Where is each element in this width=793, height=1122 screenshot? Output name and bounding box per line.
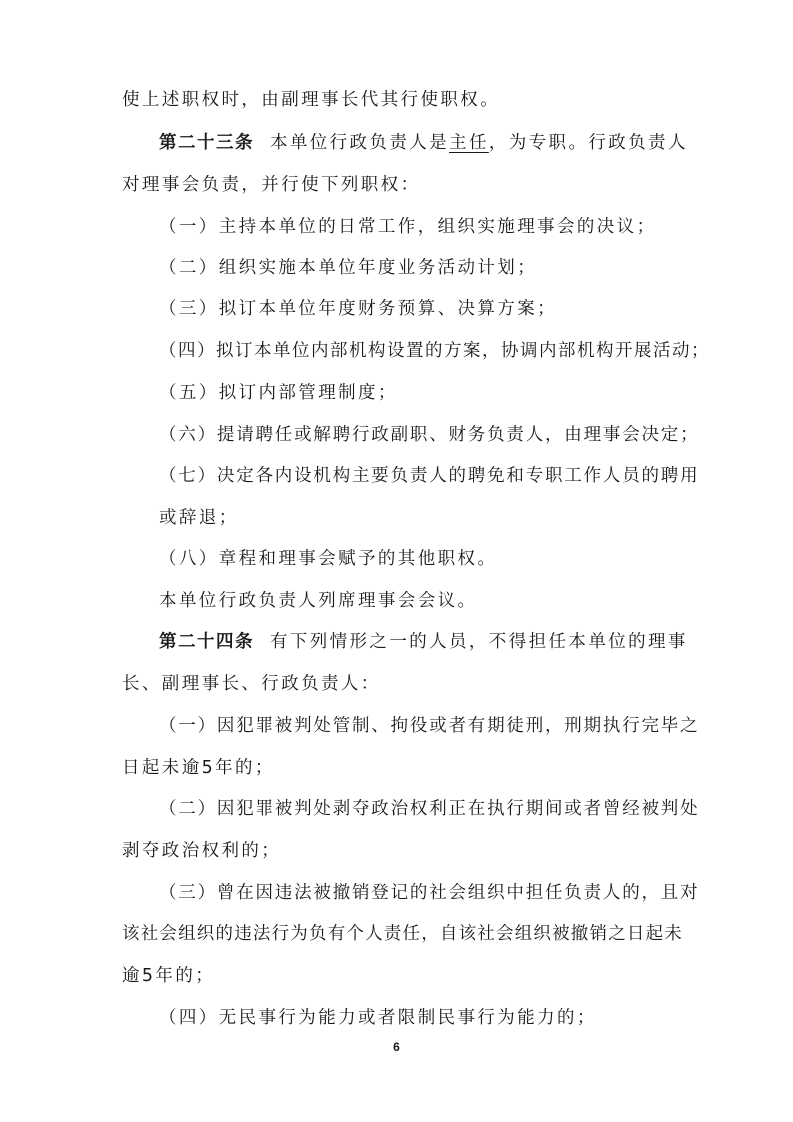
list-item: （三）拟订本单位年度财务预算、决算方案； bbox=[159, 299, 557, 319]
list-item: （四）无民事行为能力或者限制民事行为能力的； bbox=[159, 1008, 597, 1028]
article-23-line bbox=[159, 131, 688, 155]
list-item: （三）曾在因违法被撤销登记的社会组织中担任负责人的，且对 bbox=[159, 883, 700, 903]
list-item: （二）因犯罪被判处剥夺政治权利正在执行期间或者曾经被判处 bbox=[159, 799, 700, 819]
list-item: （二）组织实施本单位年度业务活动计划； bbox=[159, 258, 538, 278]
text-segment: 本单位行政负责人是 bbox=[269, 133, 450, 153]
article-23-heading: 第二十三条 bbox=[159, 133, 254, 153]
text-line: 长、副理事长、行政负责人： bbox=[122, 674, 381, 694]
text-line: 对理事会负责，并行使下列职权： bbox=[122, 175, 421, 195]
list-item: （一）因犯罪被判处管制、拘役或者有期徒刑，刑期执行完毕之 bbox=[159, 716, 700, 736]
list-item: （一）主持本单位的日常工作，组织实施理事会的决议； bbox=[159, 217, 657, 237]
text-line: 本单位行政负责人列席理事会会议。 bbox=[159, 591, 478, 611]
text-line: 该社会组织的违法行为负有个人责任，自该社会组织被撤销之日起未 bbox=[122, 924, 683, 944]
list-item: （五）拟订内部管理制度； bbox=[159, 383, 398, 403]
list-item: （八）章程和理事会赋予的其他职权。 bbox=[159, 549, 498, 569]
list-item-continuation: 或辞退； bbox=[159, 508, 239, 528]
text-line: 日起未逾5年的； bbox=[122, 758, 275, 778]
list-item: （六）提请聘任或解聘行政副职、财务负责人，由理事会决定； bbox=[159, 425, 700, 445]
text-line: 使上述职权时，由副理事长代其行使职权。 bbox=[122, 90, 501, 110]
underlined-title: 主任 bbox=[449, 133, 489, 153]
text-segment: 有下列情形之一的人员，不得担任本单位的理事 bbox=[269, 632, 688, 652]
list-item: （七）决定各内设机构主要负责人的聘免和专职工作人员的聘用 bbox=[159, 466, 700, 486]
text-segment: ，为专职。行政负责人 bbox=[488, 133, 688, 153]
article-24-line bbox=[159, 630, 688, 654]
list-item: （四）拟订本单位内部机构设置的方案，协调内部机构开展活动； bbox=[159, 341, 710, 361]
page-number: 6 bbox=[393, 1040, 400, 1054]
article-24-heading: 第二十四条 bbox=[159, 632, 254, 652]
text-line: 剥夺政治权利的； bbox=[122, 841, 282, 861]
text-line: 逾5年的； bbox=[122, 966, 216, 986]
